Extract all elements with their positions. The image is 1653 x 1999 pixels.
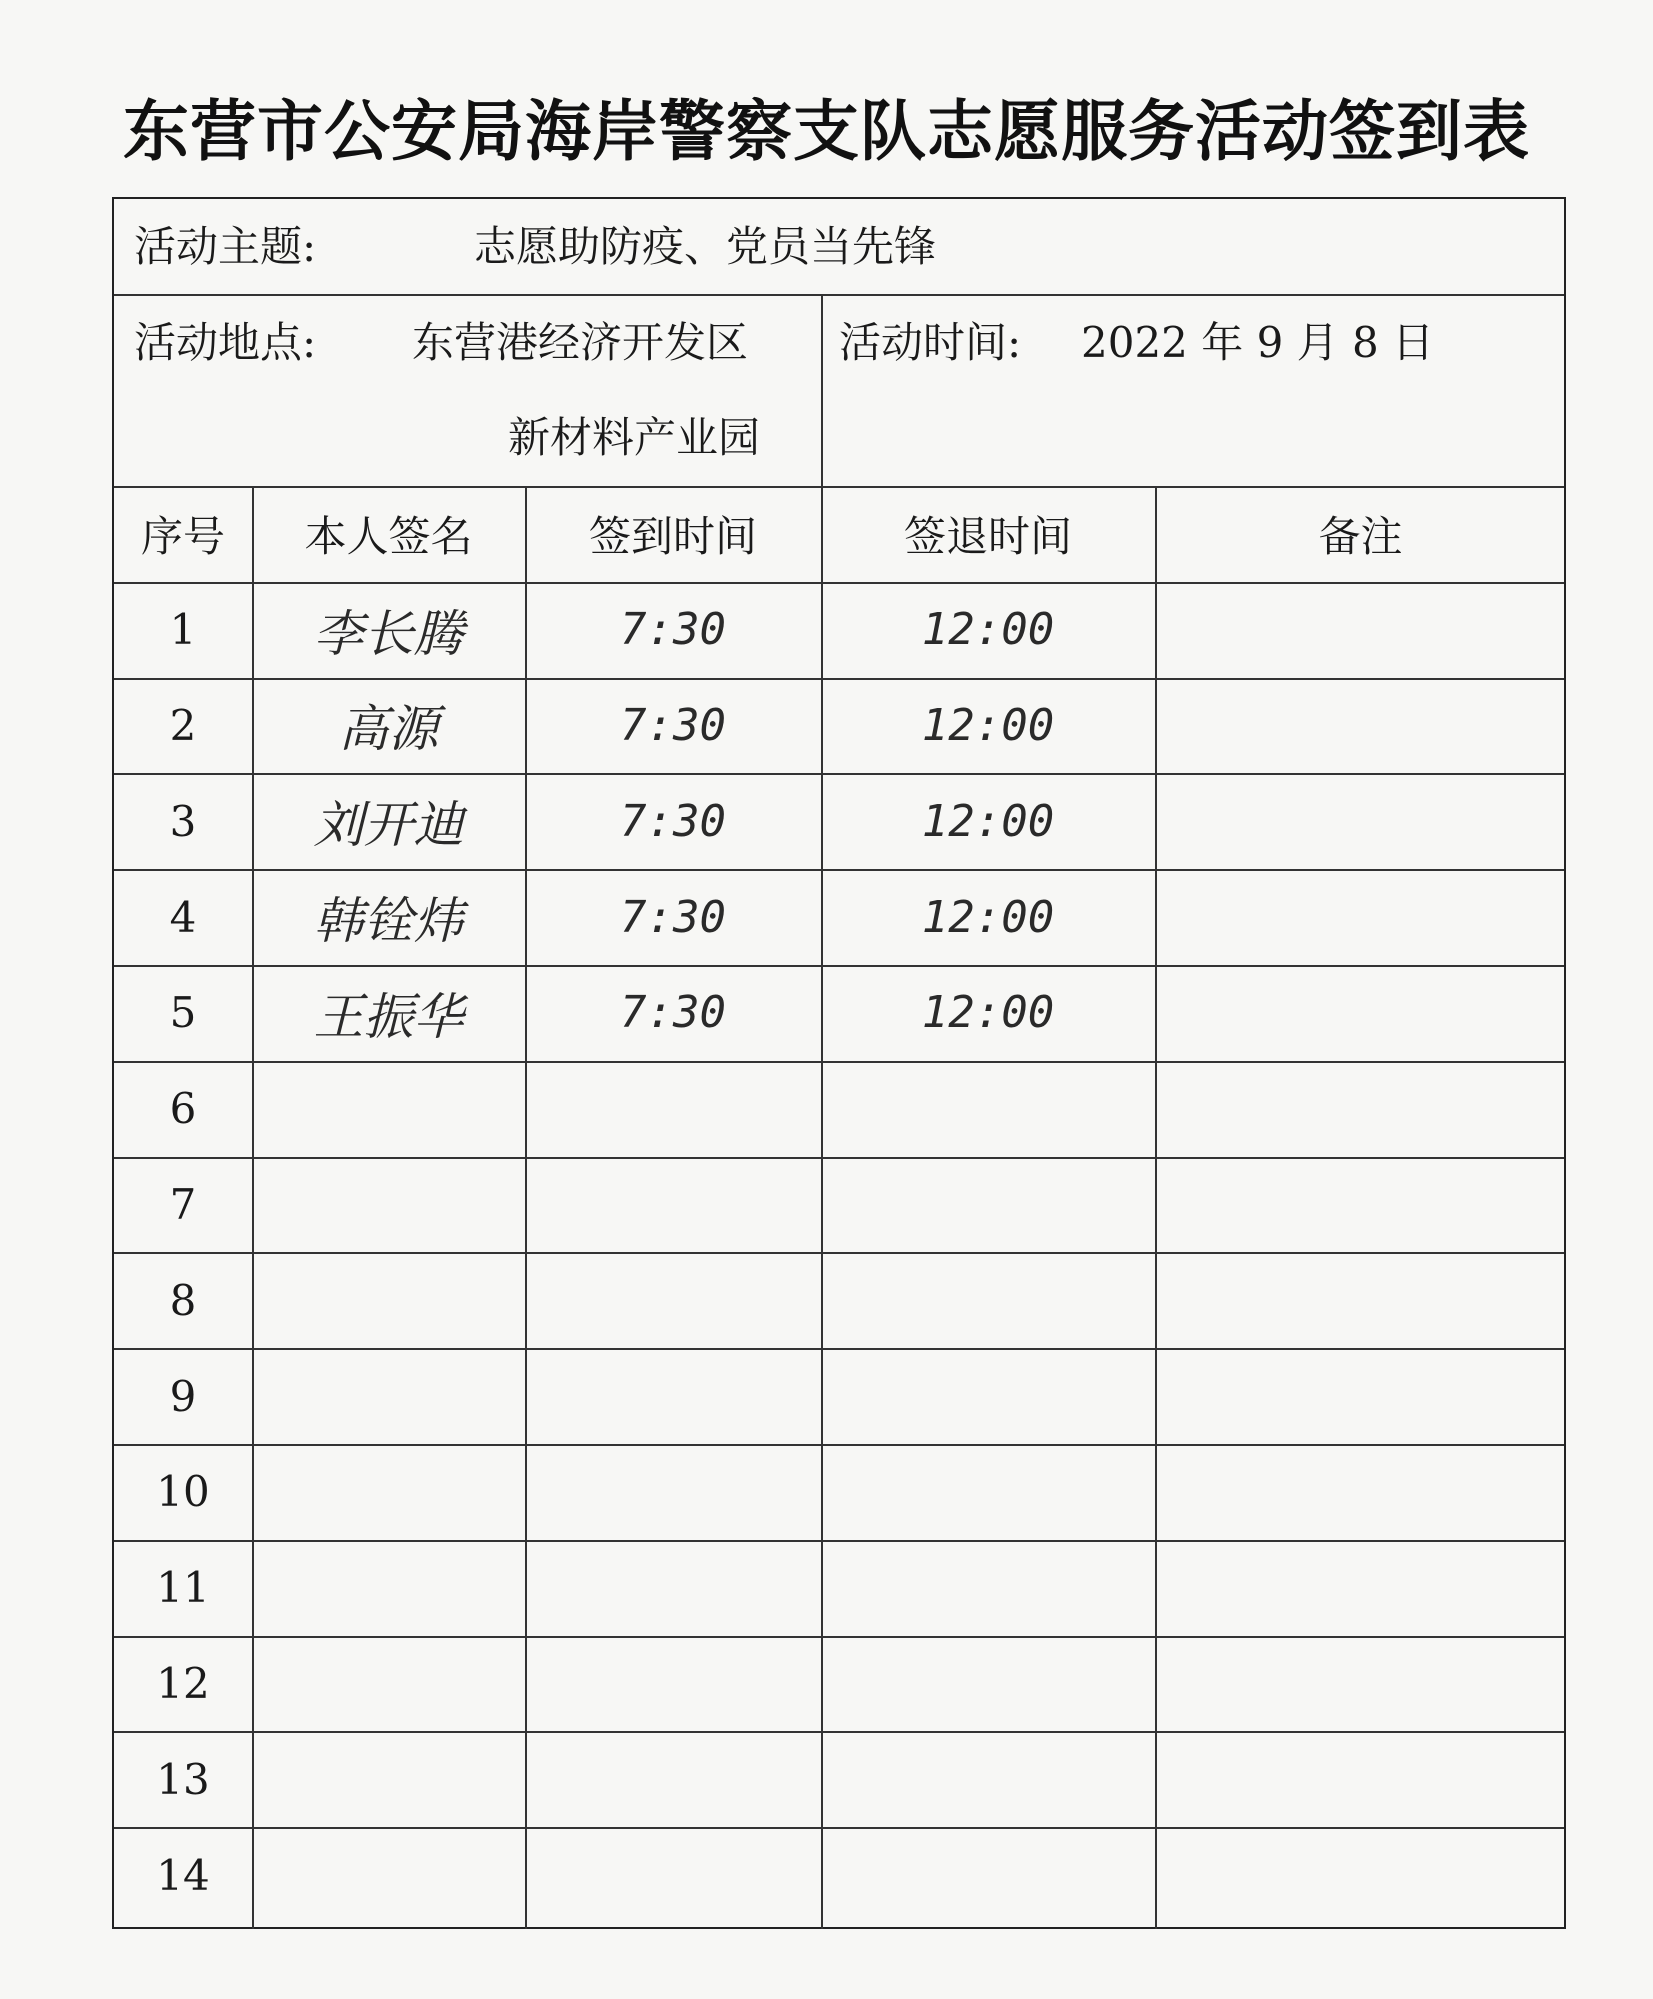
sign-in-time: 7:30 <box>620 699 726 751</box>
signature <box>252 1540 525 1636</box>
sign-out-time: 12:00 <box>921 987 1055 1039</box>
remark <box>1155 1444 1566 1540</box>
sign-in-time <box>525 1731 821 1827</box>
sign-in-time: 7:30 <box>620 987 726 1039</box>
page-title: 东营市公安局海岸警察支队志愿服务活动签到表 <box>123 93 1530 170</box>
signature <box>252 1348 525 1444</box>
signature: 李长腾 <box>313 604 464 663</box>
signin-sheet <box>112 197 1566 1929</box>
sign-out-time <box>821 1827 1155 1923</box>
row-number: 9 <box>169 1371 197 1421</box>
sign-out-time <box>821 1157 1155 1253</box>
sign-out-time <box>821 1636 1155 1732</box>
sign-out-time: 12:00 <box>921 604 1055 656</box>
row-number: 4 <box>169 892 197 942</box>
remark <box>1155 1731 1566 1827</box>
remark <box>1155 965 1566 1061</box>
row-number: 11 <box>156 1563 210 1613</box>
remark <box>1155 773 1566 869</box>
row-number: 6 <box>169 1084 197 1134</box>
sign-out-time <box>821 1348 1155 1444</box>
row-number: 3 <box>169 796 197 846</box>
sign-out-time <box>821 1061 1155 1157</box>
signature <box>252 1636 525 1732</box>
location-label: 活动地点: <box>134 318 317 367</box>
sign-in-time <box>525 1348 821 1444</box>
signature <box>252 1061 525 1157</box>
signature <box>252 1827 525 1923</box>
column-header-no: 序号 <box>140 511 225 561</box>
remark <box>1155 869 1566 965</box>
column-header-out: 签退时间 <box>903 511 1072 561</box>
sign-out-time: 12:00 <box>921 699 1055 751</box>
row-number: 2 <box>169 700 197 750</box>
sign-in-time: 7:30 <box>620 604 726 656</box>
signature: 刘开迪 <box>313 796 464 855</box>
signature: 韩铨炜 <box>313 892 464 951</box>
remark <box>1155 1157 1566 1253</box>
time-value: 2022 年 9 月 8 日 <box>1081 318 1435 367</box>
remark <box>1155 582 1566 678</box>
sign-in-time <box>525 1540 821 1636</box>
row-number: 14 <box>156 1850 210 1900</box>
sign-in-time <box>525 1444 821 1540</box>
sign-out-time <box>821 1731 1155 1827</box>
signature <box>252 1444 525 1540</box>
signature <box>252 1252 525 1348</box>
sign-in-time <box>525 1157 821 1253</box>
sign-out-time <box>821 1252 1155 1348</box>
divider <box>114 294 1564 296</box>
remark <box>1155 1827 1566 1923</box>
signature: 高源 <box>338 700 439 759</box>
sign-out-time <box>821 1540 1155 1636</box>
theme-value: 志愿助防疫、党员当先锋 <box>474 222 937 271</box>
remark <box>1155 1540 1566 1636</box>
row-number: 10 <box>156 1467 210 1517</box>
row-number: 5 <box>169 988 197 1038</box>
sign-in-time <box>525 1252 821 1348</box>
sign-in-time <box>525 1636 821 1732</box>
row-number: 8 <box>169 1275 197 1325</box>
signature <box>252 1157 525 1253</box>
time-label: 活动时间: <box>839 318 1022 367</box>
sign-in-time: 7:30 <box>620 891 726 943</box>
sign-in-time <box>525 1061 821 1157</box>
location-line1: 东营港经济开发区 <box>412 318 749 367</box>
signature: 王振华 <box>313 987 464 1046</box>
column-header-in: 签到时间 <box>588 511 757 561</box>
theme-label: 活动主题: <box>134 222 317 271</box>
row-number: 13 <box>156 1754 210 1804</box>
row-number: 7 <box>169 1179 197 1229</box>
column-header-signature: 本人签名 <box>304 511 473 561</box>
column-header-remark: 备注 <box>1318 511 1403 561</box>
row-number: 1 <box>169 605 197 655</box>
sign-out-time <box>821 1444 1155 1540</box>
divider <box>821 294 823 486</box>
remark <box>1155 1061 1566 1157</box>
signature <box>252 1731 525 1827</box>
sign-out-time: 12:00 <box>921 795 1055 847</box>
row-number: 12 <box>156 1658 210 1708</box>
sign-in-time: 7:30 <box>620 795 726 847</box>
remark <box>1155 1636 1566 1732</box>
sign-in-time <box>525 1827 821 1923</box>
remark <box>1155 678 1566 774</box>
sign-out-time: 12:00 <box>921 891 1055 943</box>
remark <box>1155 1348 1566 1444</box>
remark <box>1155 1252 1566 1348</box>
location-line2: 新材料产业园 <box>508 413 761 462</box>
